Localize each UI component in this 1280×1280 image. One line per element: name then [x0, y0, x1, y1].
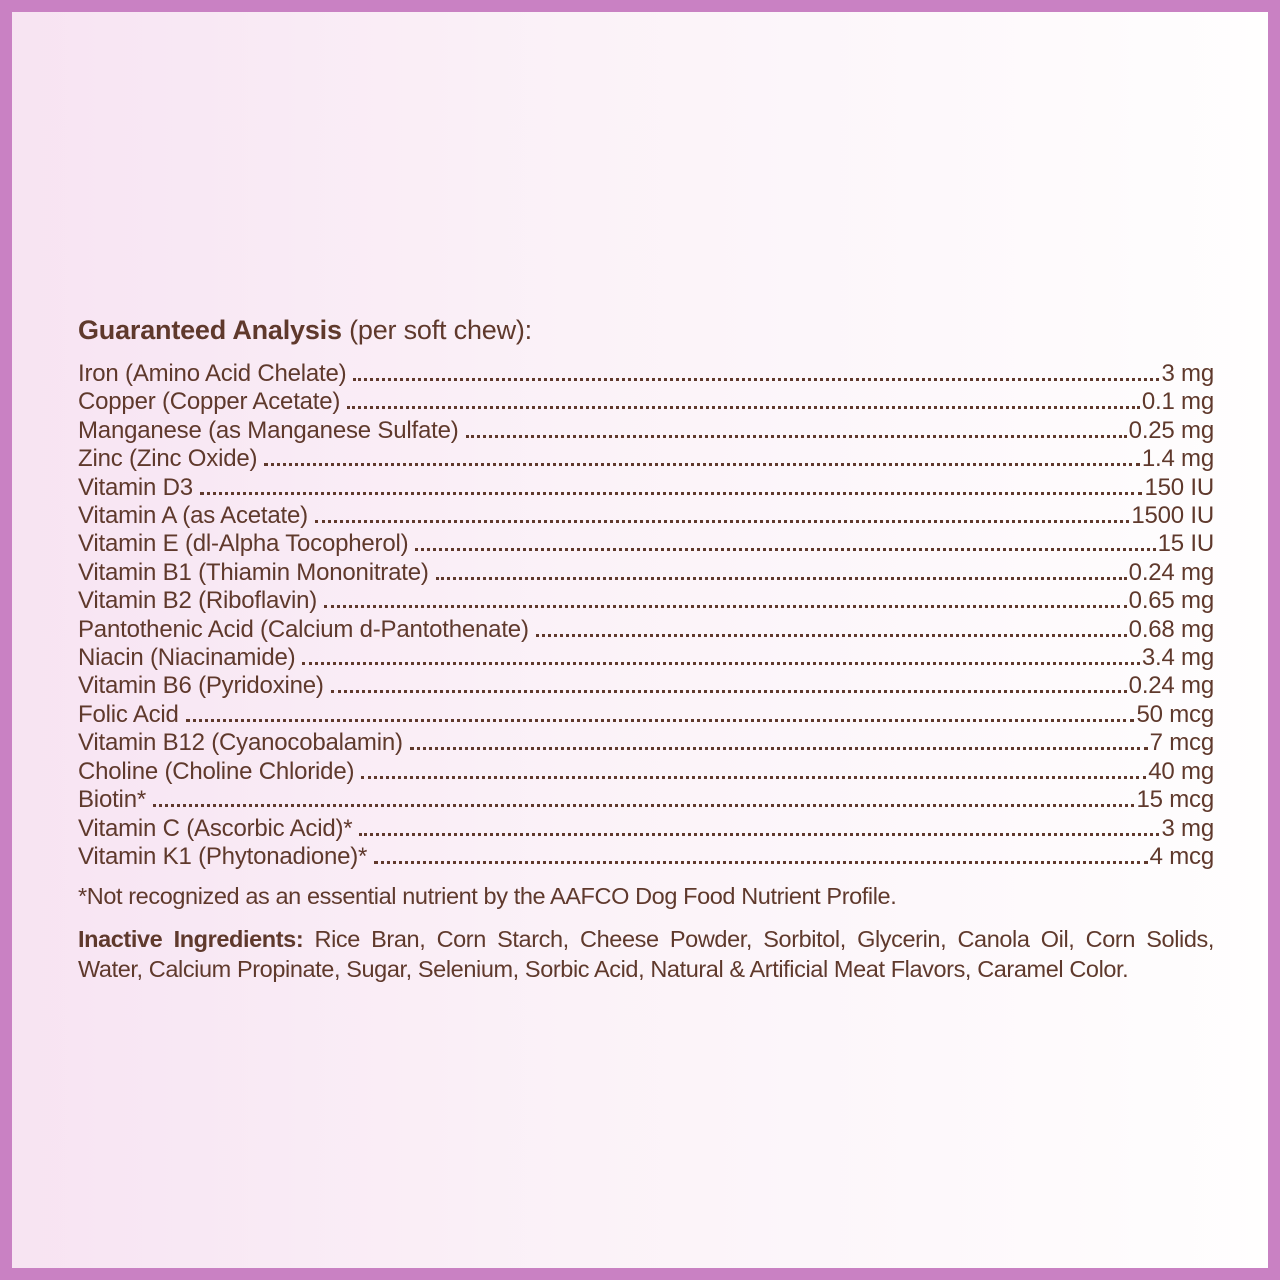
nutrient-row: [78, 388, 1214, 416]
nutrient-value: 1500 IU: [1131, 502, 1214, 530]
nutrient-value: 0.24 mg: [1128, 672, 1214, 700]
nutrient-value: 15 IU: [1157, 530, 1214, 558]
dotted-leader: [536, 634, 1127, 637]
nutrient-name: Vitamin K1 (Phytonadione)*: [78, 842, 368, 870]
dotted-leader: [302, 662, 1139, 665]
nutrient-name: Choline (Choline Chloride): [78, 757, 355, 785]
dotted-leader: [186, 719, 1135, 722]
dotted-leader: [359, 833, 1159, 836]
nutrient-row: [78, 672, 1214, 700]
nutrient-row: [78, 530, 1214, 558]
nutrient-row: [78, 644, 1214, 672]
footnote: *Not recognized as an essential nutrient by the AAFCO Dog Food Nutrient Profile.: [78, 883, 897, 910]
nutrient-name: Vitamin B2 (Riboflavin): [78, 587, 318, 615]
nutrient-name: Vitamin D3: [78, 473, 193, 501]
nutrient-row: [78, 559, 1214, 587]
nutrient-name: Vitamin B6 (Pyridoxine): [78, 672, 324, 700]
inactive-ingredients-text: Rice Bran, Corn Starch, Cheese Powder, Sorbitol, Glycerin, Canola Oil, Corn Solids, Water, Calcium Propinate, Sugar, Selenium, Sorbic Acid, Natural & Artificial Meat Flavors, Caramel Color.: [78, 926, 1214, 983]
nutrient-row: [78, 360, 1214, 388]
nutrient-value: 0.65 mg: [1128, 587, 1214, 615]
dotted-leader: [347, 406, 1140, 409]
dotted-leader: [200, 492, 1143, 495]
dotted-leader: [415, 548, 1155, 551]
nutrient-value: 3 mg: [1161, 360, 1214, 387]
nutrient-value: 7 mcg: [1149, 729, 1214, 757]
dotted-leader: [410, 747, 1148, 750]
nutrient-name: Vitamin A (as Acetate): [78, 502, 308, 530]
nutrient-row: [78, 815, 1214, 843]
nutrient-value: 4 mcg: [1149, 842, 1214, 870]
nutrient-value: 50 mcg: [1136, 700, 1214, 728]
nutrient-name: Folic Acid: [78, 700, 179, 728]
section-title-main: Guaranteed Analysis: [78, 315, 342, 345]
nutrient-row: [78, 474, 1214, 502]
nutrient-name: Zinc (Zinc Oxide): [78, 445, 258, 473]
dotted-leader: [331, 690, 1127, 693]
nutrient-row: [78, 445, 1214, 473]
section-title-qualifier: (per soft chew):: [341, 315, 532, 345]
nutrient-name: Pantothenic Acid (Calcium d-Pantothenate): [78, 615, 529, 643]
nutrient-name: Vitamin B12 (Cyanocobalamin): [78, 729, 403, 757]
nutrient-row: [78, 616, 1214, 644]
nutrient-value: 0.1 mg: [1141, 388, 1214, 416]
label-content: [12, 12, 1268, 984]
nutrient-value: 40 mg: [1148, 757, 1214, 785]
section-title: [78, 312, 1214, 348]
nutrient-name: Biotin*: [78, 786, 146, 814]
nutrient-row: [78, 587, 1214, 615]
dotted-leader: [315, 520, 1129, 523]
nutrient-value: 3.4 mg: [1141, 644, 1214, 672]
dotted-leader: [361, 776, 1146, 779]
nutrient-value: 150 IU: [1144, 473, 1214, 501]
nutrient-row: [78, 729, 1214, 757]
nutrient-value: 0.24 mg: [1128, 558, 1214, 586]
nutrient-row: [78, 417, 1214, 445]
nutrient-table: [78, 360, 1214, 871]
nutrient-name: Niacin (Niacinamide): [78, 644, 296, 672]
nutrient-value: 0.68 mg: [1128, 615, 1214, 643]
nutrient-value: 0.25 mg: [1128, 416, 1214, 444]
nutrient-name: Iron (Amino Acid Chelate): [78, 360, 347, 387]
dotted-leader: [466, 435, 1127, 438]
nutrient-value: 1.4 mg: [1141, 445, 1214, 473]
dotted-leader: [353, 378, 1159, 381]
nutrient-row: [78, 758, 1214, 786]
nutrient-row: [78, 701, 1214, 729]
nutrient-row: [78, 843, 1214, 871]
dotted-leader: [374, 861, 1147, 864]
dotted-leader: [324, 605, 1127, 608]
nutrient-name: Manganese (as Manganese Sulfate): [78, 416, 459, 444]
dotted-leader: [153, 804, 1135, 807]
dotted-leader: [264, 463, 1140, 466]
nutrient-value: 3 mg: [1161, 814, 1214, 842]
dotted-leader: [436, 577, 1127, 580]
inactive-ingredients-label: Inactive Ingredients:: [78, 926, 304, 953]
inactive-ingredients: [78, 924, 1214, 984]
nutrient-row: [78, 502, 1214, 530]
nutrient-row: [78, 786, 1214, 814]
nutrient-name: Vitamin C (Ascorbic Acid)*: [78, 814, 353, 842]
nutrient-name: Vitamin B1 (Thiamin Mononitrate): [78, 558, 429, 586]
nutrient-name: Copper (Copper Acetate): [78, 388, 341, 416]
nutrient-value: 15 mcg: [1136, 786, 1214, 814]
nutrient-name: Vitamin E (dl-Alpha Tocopherol): [78, 530, 409, 558]
